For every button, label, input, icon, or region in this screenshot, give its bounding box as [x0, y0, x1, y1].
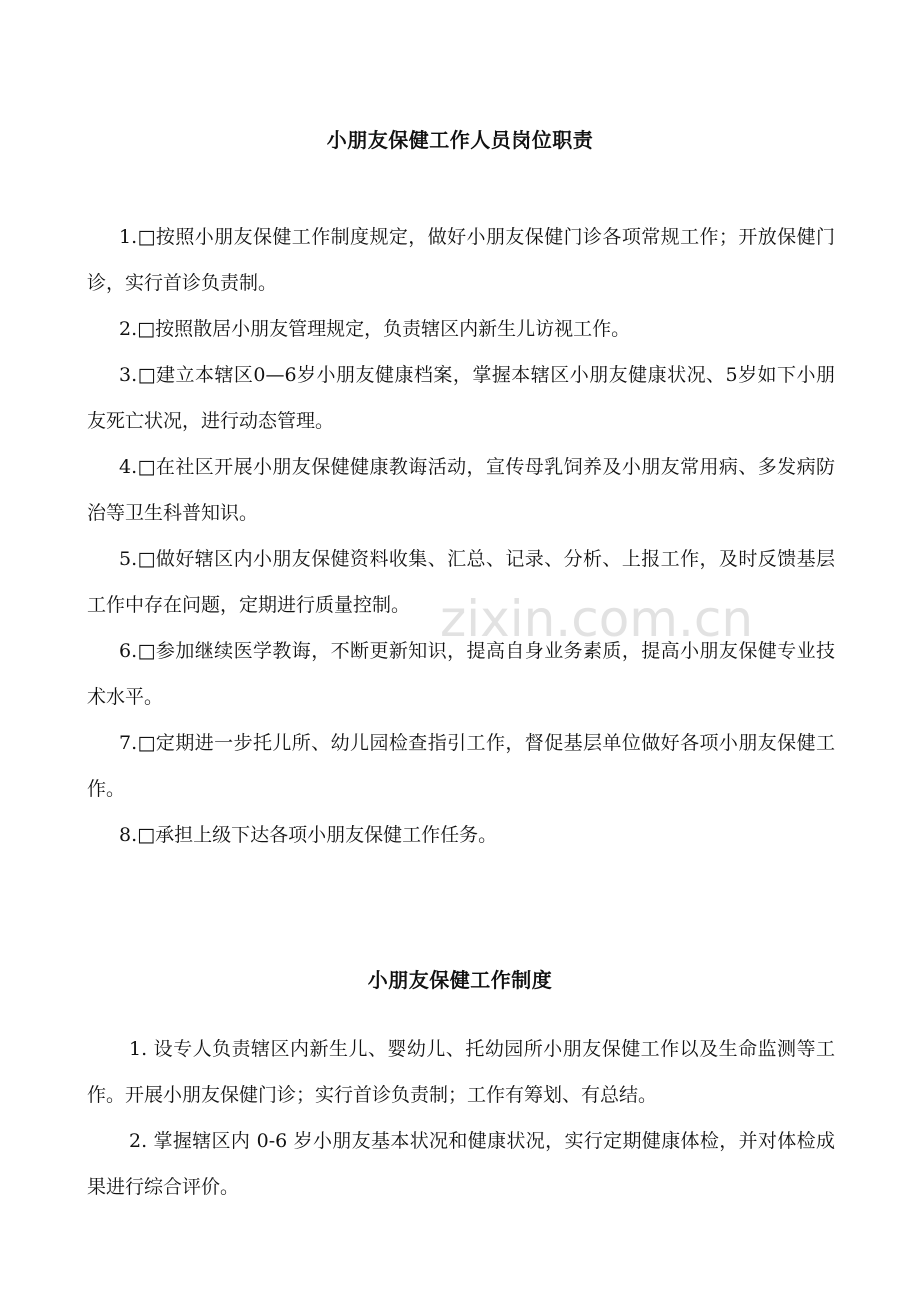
rule-item-2: 2. 掌握辖区内 0-6 岁小朋友基本状况和健康状况，实行定期健康体检，并对体检成果进行综合评价。	[87, 1130, 835, 1198]
duty-item-3: 3.□建立本辖区0—6岁小朋友健康档案，掌握本辖区小朋友健康状况、5岁如下小朋友死亡状况，进行动态管理。	[87, 364, 835, 432]
duty-item-5: 5.□做好辖区内小朋友保健资料收集、汇总、记录、分析、上报工作，及时反馈基层工作中存在问题，定期进行质量控制。	[87, 548, 835, 616]
section-title: 小朋友保健工作制度	[367, 968, 553, 992]
duty-item-7: 7.□定期进一步托儿所、幼儿园检查指引工作，督促基层单位做好各项小朋友保健工作。	[87, 732, 835, 800]
duty-item-8: 8.□承担上级下达各项小朋友保健工作任务。	[119, 824, 498, 846]
duty-item-2: 2.□按照散居小朋友管理规定，负责辖区内新生儿访视工作。	[119, 318, 631, 340]
duties-section	[87, 214, 835, 858]
duty-item-1: 1.□按照小朋友保健工作制度规定，做好小朋友保健门诊各项常规工作；开放保健门诊，实行首诊负责制。	[87, 226, 835, 294]
rules-section	[87, 1026, 835, 1210]
rule-item-1: 1. 设专人负责辖区内新生儿、婴幼儿、托幼园所小朋友保健工作以及生命监测等工作。开展小朋友保健门诊；实行首诊负责制；工作有筹划、有总结。	[87, 1038, 835, 1106]
page-title: 小朋友保健工作人员岗位职责	[326, 128, 594, 152]
duty-item-6: 6.□参加继续医学教诲，不断更新知识，提高自身业务素质，提高小朋友保健专业技术水平。	[87, 640, 835, 708]
watermark-visible: zixin.com.cn	[440, 590, 754, 648]
duty-item-4: 4.□在社区开展小朋友保健健康教诲活动，宣传母乳饲养及小朋友常用病、多发病防治等卫生科普知识。	[87, 456, 835, 524]
